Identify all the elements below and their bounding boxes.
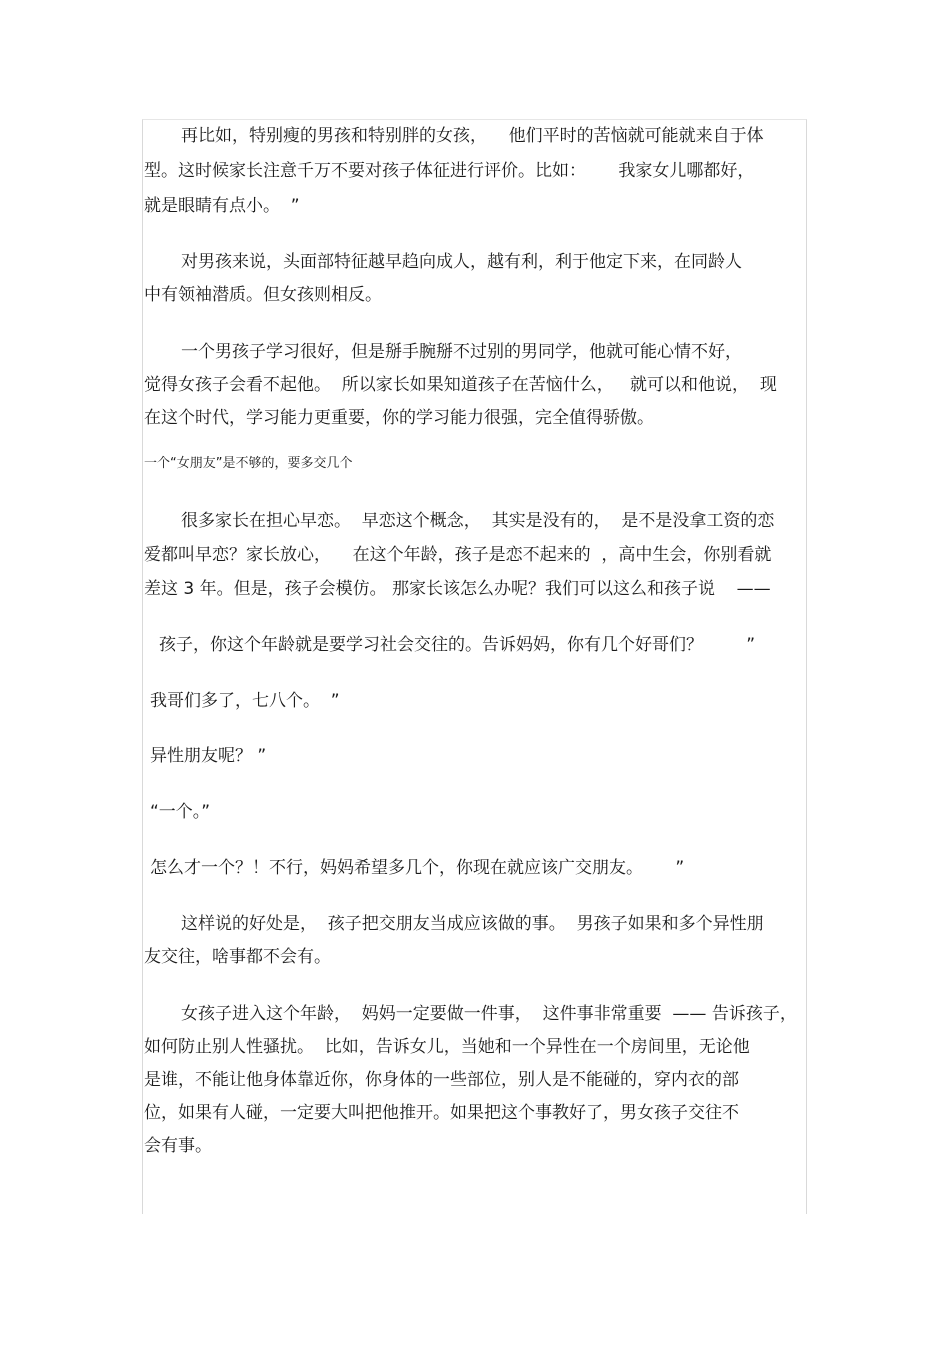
paragraph-6-line-3: 是谁，不能让他身体靠近你，你身体的一些部位，别人是不能碰的，穿内衣的部: [144, 1070, 739, 1090]
paragraph-3-line-3: 在这个时代，学习能力更重要，你的学习能力很强，完全值得骄傲。: [144, 408, 654, 428]
paragraph-4-line-1: 很多家长在担心早恋。 早恋这个概念， 其实是没有的， 是不是没拿工资的恋: [181, 511, 775, 531]
dialogue-line-1: 孩子，你这个年龄就是要学习社会交往的。告诉妈妈，你有几个好哥们？ ”: [159, 635, 756, 655]
dialogue-line-3: 异性朋友呢？ ”: [150, 746, 267, 766]
paragraph-3-line-2: 觉得女孩子会看不起他。 所以家长如果知道孩子在苦恼什么， 就可以和他说， 现: [144, 375, 777, 395]
paragraph-6-line-5: 会有事。: [144, 1136, 212, 1156]
section-heading: 一个“女朋友”是不够的，要多交几个: [144, 456, 353, 471]
paragraph-4-line-2: 爱都叫早恋？家长放心， 在这个年龄，孩子是恋不起来的 ，高中生会，你别看就: [144, 545, 772, 565]
paragraph-1-line-3: 就是眼睛有点小。 ”: [144, 196, 300, 216]
paragraph-5-line-1: 这样说的好处是， 孩子把交朋友当成应该做的事。 男孩子如果和多个异性朋: [181, 914, 764, 934]
paragraph-6-line-2: 如何防止别人性骚扰。 比如，告诉女儿，当她和一个异性在一个房间里，无论他: [144, 1037, 750, 1057]
paragraph-1-line-1: 再比如，特别瘦的男孩和特别胖的女孩， 他们平时的苦恼就可能就来自于体: [181, 126, 764, 146]
paragraph-4-line-3: 差这 3 年。但是，孩子会模仿。 那家长该怎么办呢？我们可以这么和孩子说 ——: [144, 579, 771, 599]
paragraph-1-line-2: 型。这时候家长注意千万不要对孩子体征进行评价。比如： 我家女儿哪都好，: [144, 161, 755, 181]
dialogue-line-4: “一个。”: [150, 802, 211, 822]
dialogue-line-2: 我哥们多了，七八个。 ”: [150, 691, 340, 711]
paragraph-2-line-2: 中有领袖潜质。但女孩则相反。: [144, 285, 382, 305]
paragraph-5-line-2: 友交往，啥事都不会有。: [144, 947, 331, 967]
dialogue-line-5: 怎么才一个？！不行，妈妈希望多几个，你现在就应该广交朋友。 ”: [150, 858, 685, 878]
paragraph-6-line-4: 位，如果有人碰，一定要大叫把他推开。如果把这个事教好了，男女孩子交往不: [144, 1103, 739, 1123]
paragraph-6-line-1: 女孩子进入这个年龄， 妈妈一定要做一件事， 这件事非常重要 —— 告诉孩子，: [181, 1004, 797, 1024]
paragraph-3-line-1: 一个男孩子学习很好，但是掰手腕掰不过别的男同学，他就可能心情不好，: [181, 342, 742, 362]
paragraph-2-line-1: 对男孩来说，头面部特征越早趋向成人，越有利，利于他定下来，在同龄人: [181, 252, 742, 272]
